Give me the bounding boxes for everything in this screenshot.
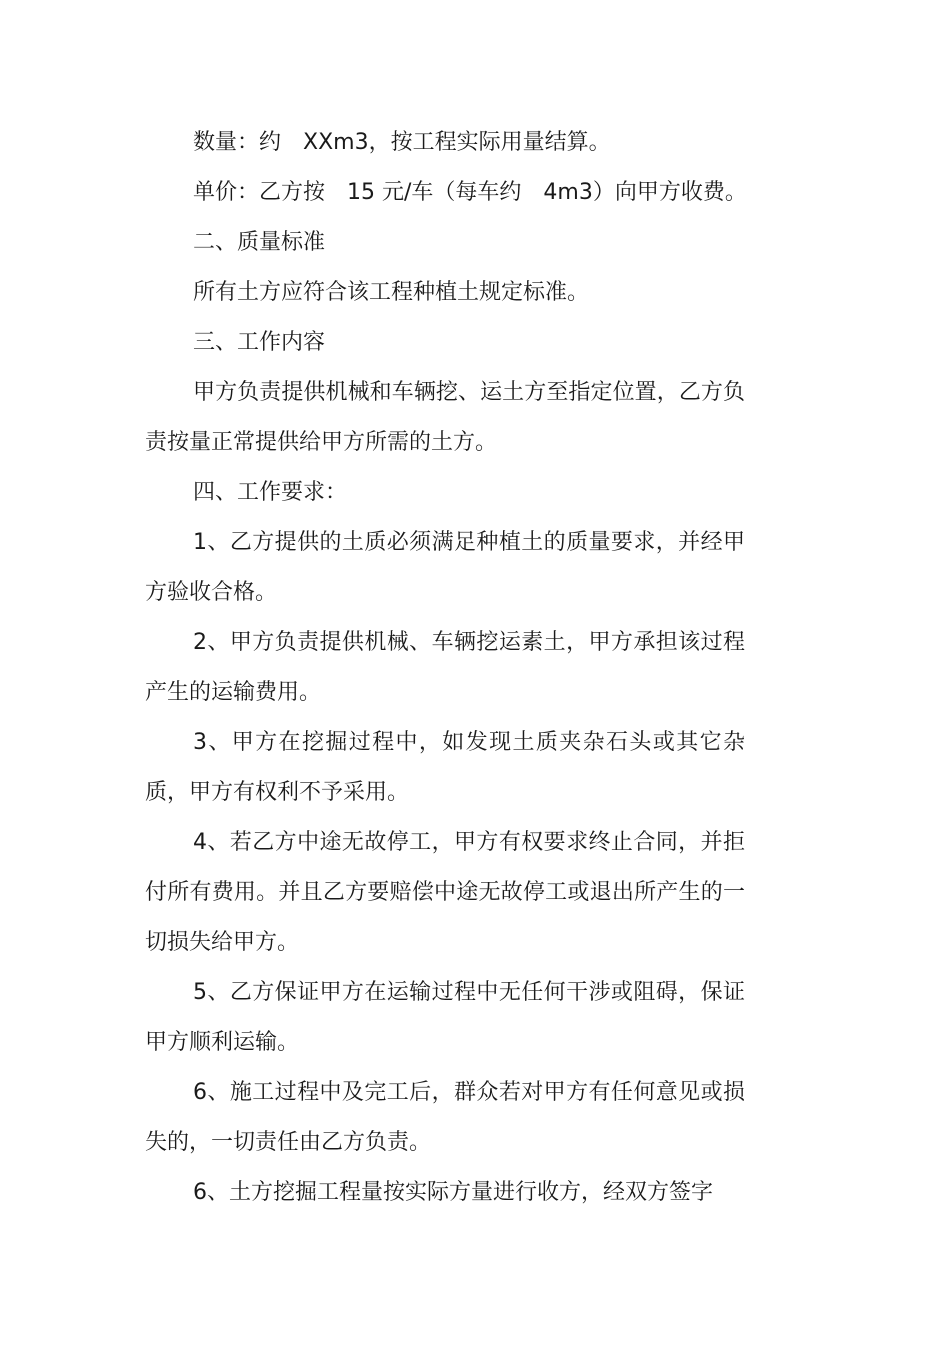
section-heading-requirements: 四、工作要求： — [193, 480, 348, 505]
quantity-paragraph: 数量：约 XXm3，按工程实际用量结算。 — [193, 130, 611, 155]
requirement-item-5: 5、乙方保证甲方在运输过程中无任何干涉或阻碍，保证甲方顺利运输。 — [145, 980, 745, 1055]
work-content-paragraph: 甲方负责提供机械和车辆挖、运土方至指定位置，乙方负责按量正常提供给甲方所需的土方。 — [145, 380, 745, 455]
section-heading-work-content: 三、工作内容 — [193, 330, 326, 355]
document-body — [145, 118, 745, 1218]
requirement-item-2: 2、甲方负责提供机械、车辆挖运素土，甲方承担该过程产生的运输费用。 — [145, 630, 745, 705]
unit-price-paragraph: 单价：乙方按 15 元/车（每车约 4m3）向甲方收费。 — [193, 180, 747, 205]
requirement-item-3: 3、甲方在挖掘过程中，如发现土质夹杂石头或其它杂质，甲方有权利不予采用。 — [145, 730, 745, 805]
requirement-item-1: 1、乙方提供的土质必须满足种植土的质量要求，并经甲方验收合格。 — [145, 530, 745, 605]
requirement-item-6: 6、施工过程中及完工后，群众若对甲方有任何意见或损失的，一切责任由乙方负责。 — [145, 1080, 745, 1155]
requirement-item-6b: 6、土方挖掘工程量按实际方量进行收方，经双方签字 — [193, 1180, 713, 1205]
requirement-item-4: 4、若乙方中途无故停工，甲方有权要求终止合同，并拒付所有费用。并且乙方要赔偿中途无故停工或退出所产生的一切损失给甲方。 — [145, 830, 745, 955]
quality-paragraph: 所有土方应符合该工程种植土规定标准。 — [193, 280, 590, 305]
section-heading-quality: 二、质量标准 — [193, 230, 326, 255]
